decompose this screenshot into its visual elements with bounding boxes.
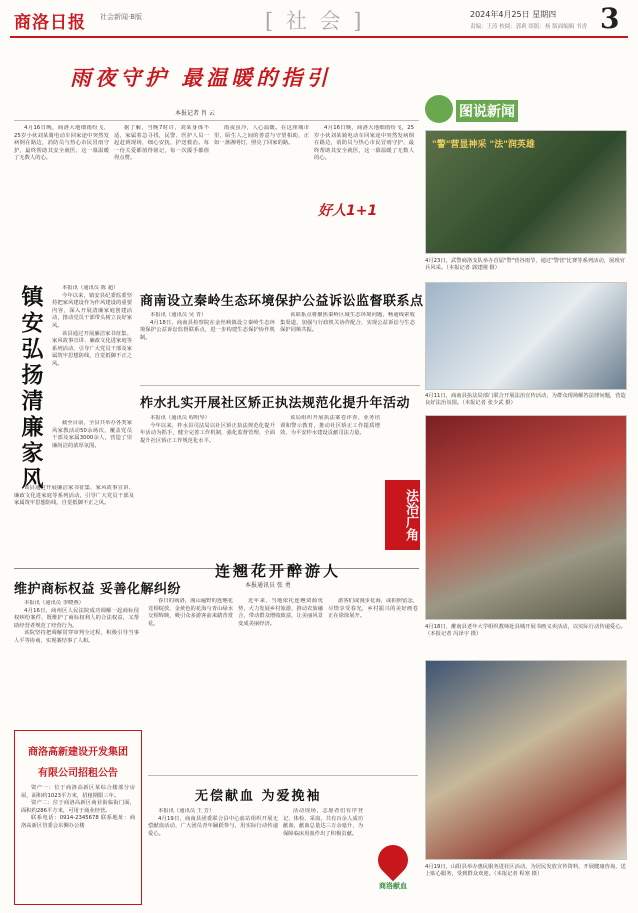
zhashui-body-col2: [280, 415, 380, 535]
notice-title-1: 商洛高新建设开发集团: [28, 747, 128, 758]
top-rule: [10, 36, 628, 38]
tour-headline: 连翘花开醉游人: [215, 562, 342, 580]
paragraph: 今年以来，镇安县纪委监委坚持把家风建设作为作风建设的重要内容，深入开展清廉家庭创建活动，推动党员干部带头树立良好家风。: [52, 292, 132, 329]
paragraph: 游客们或漫步花海，或拍照留念，尽情享受春光，乡村振兴的美好画卷正在徐徐展开。: [328, 598, 418, 620]
vertical-body-col3: [14, 485, 134, 560]
lead-byline: 本报记者 肖 云: [175, 110, 215, 117]
editor-line: 责编：王涛 校阅：郭莉 组版：杨 版面编辑 书香: [470, 24, 587, 30]
photo-military: [425, 130, 627, 254]
vertical-headline: 镇安弘扬清廉家风: [18, 285, 44, 493]
blood-body-col1: [148, 808, 278, 908]
photo-caption-4: [425, 864, 627, 879]
caption-credit: （本报记者 程寒 摄）: [493, 871, 543, 878]
lead-headline: 雨夜守护 最温暖的指引: [70, 65, 332, 90]
tour-body-col1: [148, 598, 233, 768]
paragraph: 今年以来，柞水县司法局以社区矫正执法规范化提升年活动为抓手，健全完善工作机制，强化监督管理，全面提升社区矫正工作规范化水平。: [140, 422, 275, 444]
fazhi-tag: 法治广角: [385, 480, 420, 550]
photo-calligraphy: [425, 415, 627, 620]
photo-caption-3: [425, 624, 627, 639]
caption-credit: （本报记者 冯泽宇 摄）: [425, 631, 482, 638]
blood-body-col2: [283, 808, 363, 908]
tour-byline: 本报通讯员 张 勇: [245, 582, 291, 589]
caption-credit: （本报记者 张少武 摄）: [462, 400, 516, 407]
byline: 本报讯（通讯员 李晓燕）: [24, 600, 84, 606]
byline: 本报讯（通讯员 吴 青）: [150, 312, 207, 318]
photo-news-label: 图说新闻: [456, 100, 518, 122]
byline: 本报讯（通讯员 陈 超）: [62, 285, 119, 291]
paragraph: 4月16日晚，商洛大地细雨纷飞，25岁小伙刘某骑电动车回家途中突然发病倒在路边，消防员与热心市民冒雨守护，最终帮助其安全就医，这一幕温暖了无数人的心。: [14, 125, 109, 162]
photo-news-icon: [425, 95, 453, 123]
notice-body: [15, 779, 141, 889]
paragraph: 该局组织开展执法案卷评查、业务培训和警示教育，推动社区矫正工作提质增效，为平安柞水建设贡献司法力量。: [280, 415, 380, 437]
trademark-headline: 维护商标权益 妥善化解纠纷: [14, 582, 182, 597]
qinling-body-col1: [140, 312, 275, 382]
caption-text: 4月23日，武警商洛支队举办首届"警"营谷雨节，通过"警营"比赛等系列活动，展现官兵风采。: [425, 258, 625, 272]
byline: 本报讯（通讯员 王 芳）: [158, 808, 215, 814]
caption-text: 4月19日，山阳县举办惠民服务进社区活动，为居民发放宣传资料，开展健康咨询，送上贴心服务，受到群众欢迎。: [425, 864, 626, 878]
blood-headline: 无偿献血 为爱挽袖: [195, 789, 322, 804]
paragraph: 4月16日，商州区人民法院成功调解一起商标侵权纠纷案件，既维护了商标权利人的合法权益，又帮助经营者规范了经营行为。: [14, 607, 139, 629]
tour-body-col2: [238, 598, 323, 768]
divider: [140, 385, 420, 386]
notice-item: 资产一：位于商洛高新区某综合楼部分房屋，面积约1023平方米，招租期限三年。: [21, 785, 135, 799]
paragraph: 4月18日，商南县检察院在金丝峡镇设立秦岭生态环境保护公益诉讼监督联系点，进一步构建生态保护协作机制。: [140, 319, 275, 341]
trademark-body: [14, 600, 139, 720]
byline: 本报讯（通讯员 程明琴）: [150, 415, 210, 421]
tour-body-col3: [328, 598, 418, 768]
paragraph: 据了解，当晚7时许，刘某身体不适，家属着急寻找，民警、医护人员一起赶到现场，细心安抚，护送救治。每一份关爱都值得铭记，每一次援手都值得点赞。: [114, 125, 209, 162]
rental-notice: [14, 730, 142, 905]
notice-item: 资产二：位于商洛高新区商业街临街门面，面积约286平方米，可用于商业经营。: [21, 800, 135, 814]
section-title: [ 社 会 ]: [265, 9, 365, 33]
qinling-headline: 商南设立秦岭生态环境保护公益诉讼监督联系点: [140, 294, 424, 309]
page-number: 3: [600, 2, 620, 35]
lead-body-col3: [214, 125, 309, 275]
caption-credit: （本报记者 郭建刚 摄）: [446, 265, 500, 272]
photo-community-service: [425, 660, 627, 860]
divider: [14, 120, 419, 121]
caption-text: 4月18日，雒南县老年大学组织教师赴县城开展书画义卖活动，以实际行动传递爱心。: [425, 624, 626, 630]
blood-drop-icon: [372, 839, 414, 881]
photo-caption-2: [425, 393, 627, 408]
photo-caption-1: [425, 258, 627, 273]
lead-body-col2: [114, 125, 209, 275]
paragraph: 该院坚持把调解贯穿审判全过程，积极引导当事人平等协商，实现案结事了人和。: [14, 630, 139, 644]
paragraph: 截至目前，全县共举办各类家风家教活动50余场次，覆盖党员干部及家属3000余人，营造了崇廉尚洁的浓厚氛围。: [52, 420, 132, 449]
zhashui-headline: 柞水扎实开展社区矫正执法规范化提升年活动: [140, 396, 411, 411]
paragraph: 该县通过开展廉洁家书征集、家风故事宣讲、廉政文化进家庭等系列活动，引导广大党员干部及家属筑牢思想防线，自觉抵御不正之风。: [52, 330, 132, 367]
paragraph: 近年来，当地依托连翘资源优势，大力发展乡村旅游，推动农旅融合，带动群众增收致富，让美丽风景变成美丽经济。: [238, 598, 323, 627]
photo-law-campaign: [425, 282, 627, 390]
masthead-sub: 社会新闻·B版: [100, 13, 143, 21]
masthead-logo: 商洛日报: [14, 13, 86, 33]
paragraph: 雨夜虽冷，人心温暖。在这座城市里，陌生人之间的善意与守望相助，正如一盏盏明灯，照亮了回家的路。: [214, 125, 309, 147]
notice-title-2: 有限公司招租公告: [38, 768, 118, 779]
blood-logo-text: 商洛献血: [379, 882, 407, 890]
paragraph: 4月19日，商南县团委联合县中心血站组织开展无偿献血活动，广大团员青年踊跃参与，用实际行动传递爱心。: [148, 815, 278, 837]
zhashui-body-col1: [140, 415, 275, 535]
photo-banner: "警"营显神采 "法"润英雄: [432, 140, 535, 150]
caption-text: 4月11日，商南县执法局部门联合开展法治宣传活动，为群众现场解答法律问题，营造良好法治氛围。: [425, 393, 626, 407]
paragraph: 活动现场，志愿者们有序登记、体检、采血，共有百余人成功献血，献血总量达三万余毫升，为保障临床用血作出了积极贡献。: [283, 808, 363, 837]
divider: [148, 775, 418, 776]
blood-logo: [368, 845, 418, 895]
paragraph: 该县通过开展廉洁家书征集、家风故事宣讲、廉政文化进家庭等系列活动，引导广大党员干部及家属筑牢思想防线，自觉抵御不正之风。: [14, 485, 134, 507]
paragraph: 春日的商洛，漫山遍野的连翘花竞相绽放，金黄色的花海与青山绿水交相辉映，吸引众多游客前来踏青赏花。: [148, 598, 233, 627]
notice-item: 联系电话：0914-2345678 联系地址：商洛高新区管委会东侧办公楼: [21, 815, 135, 829]
lead-body-col1: [14, 125, 109, 275]
qinling-body-col2: [280, 312, 415, 382]
issue-date: 2024年4月25日 星期四: [470, 10, 557, 19]
haoren-tag: 好人1+1: [318, 203, 378, 219]
paragraph: 该联系点将聚焦秦岭区域生态环境问题，畅通线索收集渠道，加强与行政机关协作配合，实现公益诉讼与生态保护同频共振。: [280, 312, 415, 334]
paragraph: 4月16日晚，商洛大地细雨纷飞，25岁小伙刘某骑电动车回家途中突然发病倒在路边，消防员与热心市民冒雨守护，最终帮助其安全就医，这一幕温暖了无数人的心。: [314, 125, 414, 162]
